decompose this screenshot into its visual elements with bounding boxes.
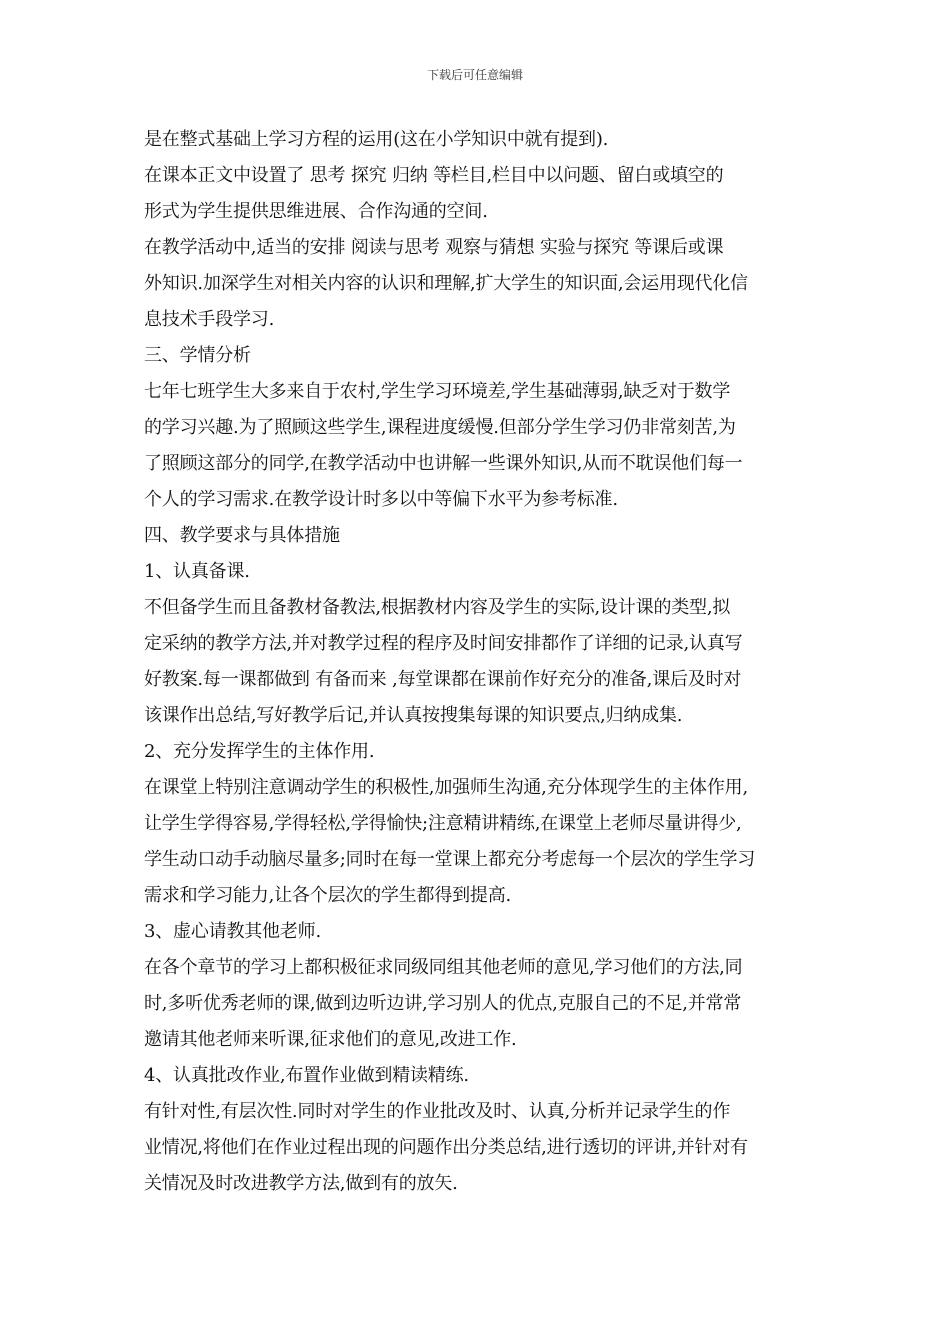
body-text [144,122,824,1202]
text-line: 不但备学生而且备教材备教法,根据教材内容及学生的实际,设计课的类型,拟 [144,597,731,618]
text-line: 是在整式基础上学习方程的运用(这在小学知识中就有提到). [144,129,609,150]
text-line: 让学生学得容易,学得轻松,学得愉快;注意精讲精练,在课堂上老师尽量讲得少, [144,813,742,834]
text-line: 了照顾这部分的同学,在教学活动中也讲解一些课外知识,从而不耽误他们每一 [144,453,743,474]
text-line: 个人的学习需求.在教学设计时多以中等偏下水平为参考标准. [144,489,618,510]
page-header: 下载后可任意编辑 [426,68,523,82]
text-line: 4、认真批改作业,布置作业做到精读精练. [144,1065,469,1086]
text-line: 1、认真备课. [144,561,250,582]
text-line: 三、学情分析 [144,345,251,366]
text-line: 有针对性,有层次性.同时对学生的作业批改及时、认真,分析并记录学生的作 [144,1101,731,1122]
text-line: 2、充分发挥学生的主体作用. [144,741,375,762]
text-line: 该课作出总结,写好教学后记,并认真按搜集每课的知识要点,归纳成集. [144,705,683,726]
text-line: 学生动口动手动脑尽量多;同时在每一堂课上都充分考虑每一个层次的学生学习 [144,849,756,870]
text-line: 定采纳的教学方法,并对教学过程的程序及时间安排都作了详细的记录,认真写 [144,633,743,654]
text-line: 四、教学要求与具体措施 [144,525,340,546]
text-line: 邀请其他老师来听课,征求他们的意见,改进工作. [144,1029,517,1050]
text-line: 在教学活动中,适当的安排 阅读与思考 观察与猜想 实验与探究 等课后或课 [144,237,724,258]
text-line: 七年七班学生大多来自于农村,学生学习环境差,学生基础薄弱,缺乏对于数学 [144,381,731,402]
text-line: 外知识.加深学生对相关内容的认识和理解,扩大学生的知识面,会运用现代化信 [144,273,748,294]
text-line: 在课堂上特别注意调动学生的积极性,加强师生沟通,充分体现学生的主体作用, [144,777,748,798]
text-line: 形式为学生提供思维进展、合作沟通的空间. [144,201,488,222]
text-line: 业情况,将他们在作业过程出现的问题作出分类总结,进行透切的评讲,并针对有 [144,1137,748,1158]
text-line: 在课本正文中设置了 思考 探究 归纳 等栏目,栏目中以问题、留白或填空的 [144,165,724,186]
text-line: 时,多听优秀老师的课,做到边听边讲,学习别人的优点,克服自己的不足,并常常 [144,993,742,1014]
text-line: 好教案.每一课都做到 有备而来 ,每堂课都在课前作好充分的准备,课后及时对 [144,669,742,690]
text-line: 需求和学习能力,让各个层次的学生都得到提高. [144,885,512,906]
text-line: 息技术手段学习. [144,309,275,330]
text-line: 在各个章节的学习上都积极征求同级同组其他老师的意见,学习他们的方法,同 [144,957,743,978]
text-line: 关情况及时改进教学方法,做到有的放矢. [144,1173,458,1194]
text-line: 3、虚心请教其他老师. [144,921,321,942]
text-line: 的学习兴趣.为了照顾这些学生,课程进度缓慢.但部分学生学习仍非常刻苦,为 [144,417,736,438]
